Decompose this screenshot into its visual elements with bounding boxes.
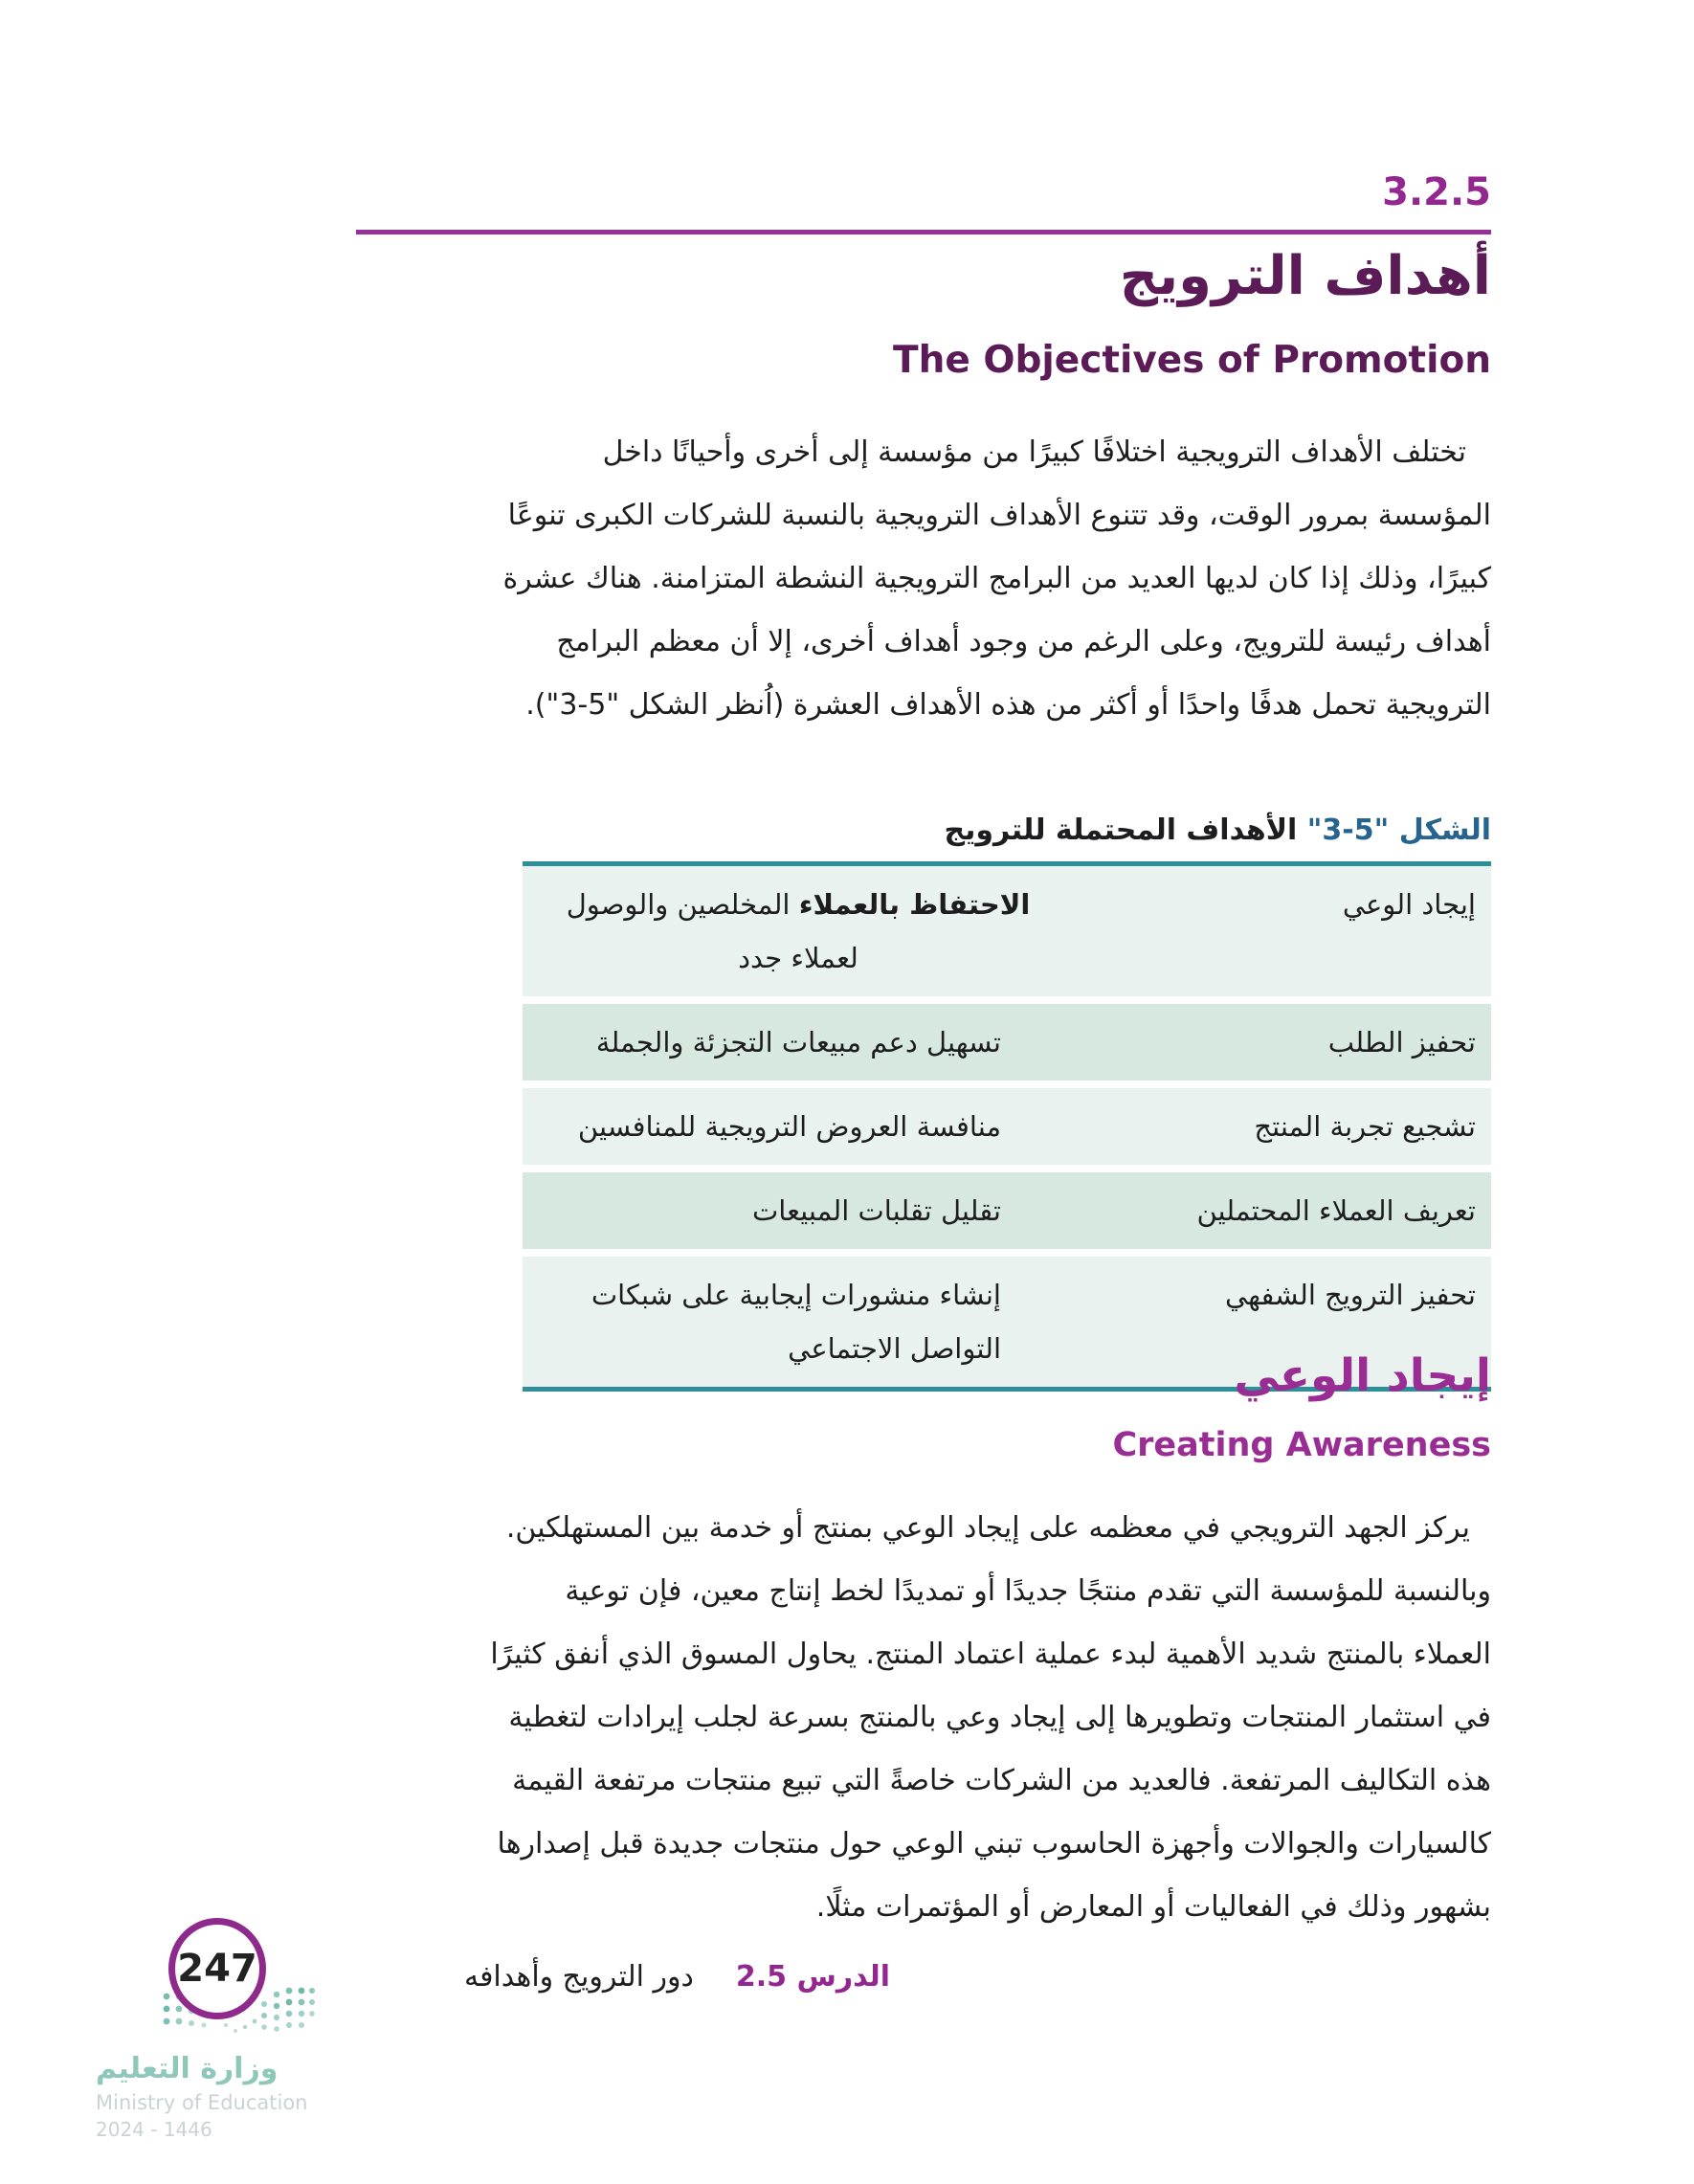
pair-cell: تقليل تقلبات المبيعات [751,1194,1001,1227]
figure-table [523,861,1491,1392]
page-number-badge: 247 [168,1918,266,2019]
ministry-logo-arabic: وزارة التعليم [96,2052,279,2085]
body-paragraph: يركز الجهد الترويجي في معظمه على إيجاد الوعي بمنتج أو خدمة بين المستهلكين. وبالنسبة للمؤسسة التي تقدم منتجًا جديدًا أو تمديدًا لخط إنتاج معين، فإن توعية العملاء بالمنتج شديد الأهمية لبدء عملية اعتماد المنتج. يحاول المسوق الذي أنفق كثيرًا في استثمار المنتجات وتطويرها إلى إيجاد وعي بالمنتج بسرعة لجلب إيرادات لتغطية هذه التكاليف المرتفعة. فالعديد من الشركات خاصةً التي تبيع منتجات مرتفعة القيمة كالسيارات والجوالات وأجهزة الحاسوب تبني الوعي حول منتجات جديدة قبل إصدارها بشهور وذلك في الفعاليات أو المعارض أو المؤتمرات مثلًا. [490,1511,1491,1924]
section-heading-arabic: إيجاد الوعي [1234,1349,1491,1402]
table-row [523,1088,1491,1165]
lesson-footer [464,1960,890,1994]
pair-cell: تسهيل دعم مبيعات التجزئة والجملة [595,1026,1001,1059]
page-title-arabic: أهداف الترويج [1119,245,1491,307]
pair-cell [523,1257,1074,1387]
table-row [523,866,1491,996]
intro-paragraph: تختلف الأهداف الترويجية اختلافًا كبيرًا من مؤسسة إلى أخرى وأحيانًا داخل المؤسسة بمرور الوقت، وقد تتنوع الأهداف الترويجية بالنسبة للشركات الكبرى تنوعًا كبيرًا، وذلك إذا كان لديها العديد من البرامج الترويجية النشطة المتزامنة. هناك عشرة أهداف رئيسة للترويج، وعلى الرغم من وجود أهداف أخرى، إلا أن معظم البرامج الترويجية تحمل هدفًا واحدًا أو أكثر من هذه الأهداف العشرة (اُنظر الشكل "5-3"). [502,435,1491,722]
figure-caption [945,813,1491,847]
figure-caption-label: الشكل "5-3" [1306,813,1491,847]
goal-cell: تعريف العملاء المحتملين [1196,1194,1476,1227]
section-heading-english: Creating Awareness [1112,1426,1491,1464]
goal-cell: تحفيز الطلب [1327,1026,1476,1059]
goal-cell: تحفيز الترويج الشفهي [1224,1279,1476,1311]
page-title-english: The Objectives of Promotion [892,339,1491,382]
pair-rest-text: المخلصين والوصول [566,888,799,921]
figure-caption-text: الأهداف المحتملة للترويج [944,813,1298,847]
goal-cell: إيجاد الوعي [1342,888,1476,921]
lesson-number-label: الدرس 2.5 [735,1960,890,1994]
pair-cell: منافسة العروض الترويجية للمنافسين [577,1110,1001,1143]
pair-second-line: لعملاء جدد [738,942,858,974]
pair-cell [523,866,1074,996]
ministry-logo-years: 2024 - 1446 [96,2118,212,2141]
section-divider-line [356,230,1491,234]
pair-bold-text: الاحتفاظ بالعملاء [798,888,1031,921]
pair-second-line: التواصل الاجتماعي [788,1332,1001,1365]
section-number: 3.2.5 [1382,170,1491,214]
table-row [523,1172,1491,1249]
pair-text: إنشاء منشورات إيجابية على شبكات [591,1279,1001,1311]
ministry-logo-english: Ministry of Education [96,2091,308,2114]
table-row [523,1004,1491,1081]
lesson-title: دور الترويج وأهدافه [464,1960,694,1994]
ministry-logo [96,2052,307,2141]
goal-cell: تشجيع تجربة المنتج [1254,1110,1476,1143]
